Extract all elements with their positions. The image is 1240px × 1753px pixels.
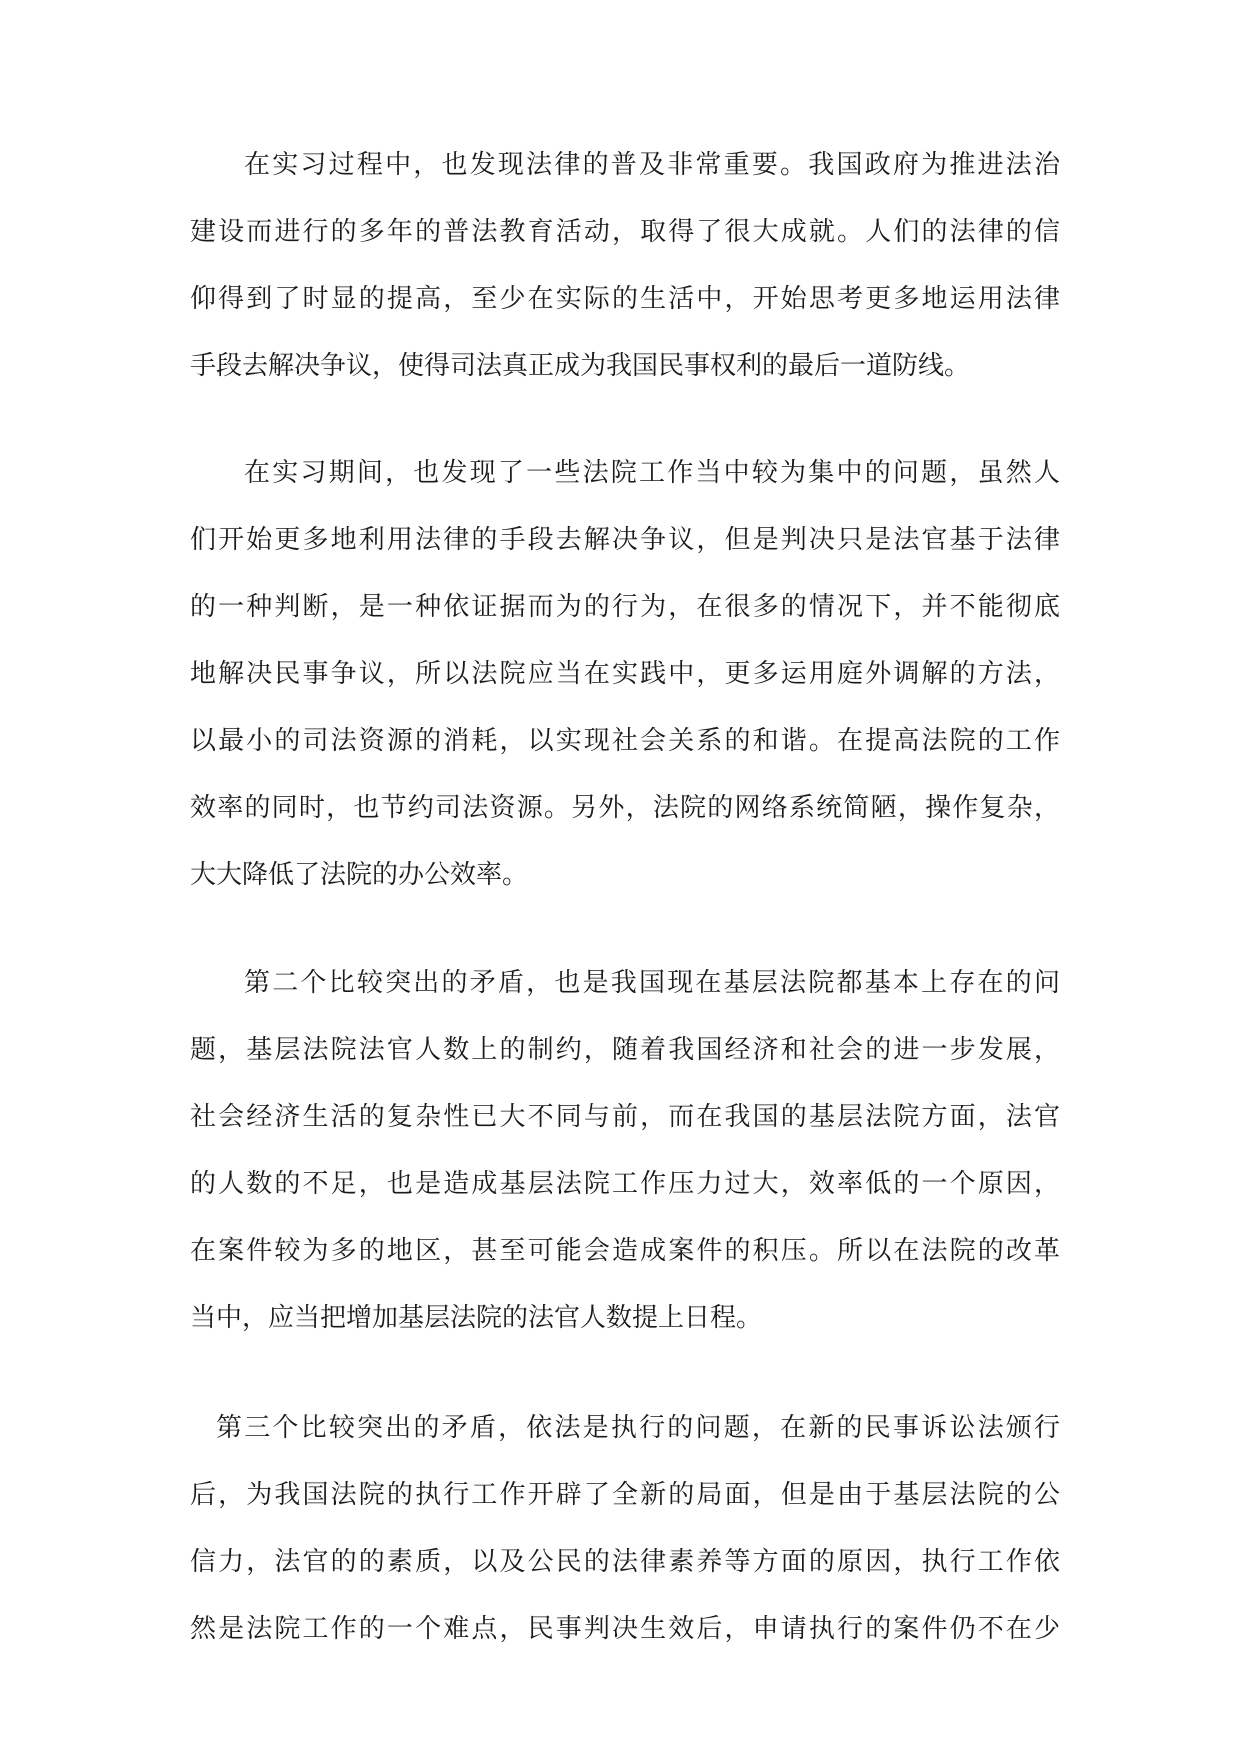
paragraph-3 [190,950,1060,1352]
paragraph-line: 当中，应当把增加基层法院的法官人数提上日程。 [190,1303,763,1333]
paragraph-line: 信力，法官的的素质，以及公民的法律素养等方面的原因，执行工作依 [190,1547,1060,1577]
paragraph-1 [190,132,1060,400]
paragraph-line: 后，为我国法院的执行工作开辟了全新的局面，但是由于基层法院的公 [190,1480,1060,1510]
paragraph-line: 地解决民事争议，所以法院应当在实践中，更多运用庭外调解的方法， [190,659,1060,689]
paragraph-line: 手段去解决争议，使得司法真正成为我国民事权利的最后一道防线。 [190,351,971,381]
paragraph-line: 在实习期间，也发现了一些法院工作当中较为集中的问题，虽然人 [244,458,1060,488]
paragraph-line: 题，基层法院法官人数上的制约，随着我国经济和社会的进一步发展， [190,1035,1060,1065]
paragraph-line: 大大降低了法院的办公效率。 [190,860,529,890]
paragraph-line: 的人数的不足，也是造成基层法院工作压力过大，效率低的一个原因， [190,1169,1060,1199]
paragraph-2 [190,440,1060,909]
paragraph-line: 然是法院工作的一个难点，民事判决生效后，申请执行的案件仍不在少 [190,1614,1060,1644]
paragraph-line: 以最小的司法资源的消耗，以实现社会关系的和谐。在提高法院的工作 [190,726,1060,756]
paragraph-line: 仰得到了时显的提高，至少在实际的生活中，开始思考更多地运用法律 [190,284,1060,314]
paragraph-line: 的一种判断，是一种依证据而为的行为，在很多的情况下，并不能彻底 [190,592,1060,622]
paragraph-line: 建设而进行的多年的普法教育活动，取得了很大成就。人们的法律的信 [190,217,1060,247]
paragraph-line: 们开始更多地利用法律的手段去解决争议，但是判决只是法官基于法律 [190,525,1060,555]
paragraph-4 [190,1395,1060,1663]
paragraph-line: 第二个比较突出的矛盾，也是我国现在基层法院都基本上存在的问 [244,968,1060,998]
paragraph-line: 第三个比较突出的矛盾，依法是执行的问题，在新的民事诉讼法颁行 [216,1413,1060,1443]
paragraph-line: 效率的同时，也节约司法资源。另外，法院的网络系统简陋，操作复杂， [190,793,1060,823]
paragraph-line: 在案件较为多的地区，甚至可能会造成案件的积压。所以在法院的改革 [190,1236,1060,1266]
paragraph-line: 社会经济生活的复杂性已大不同与前，而在我国的基层法院方面，法官 [190,1102,1060,1132]
paragraph-line: 在实习过程中，也发现法律的普及非常重要。我国政府为推进法治 [244,150,1060,180]
